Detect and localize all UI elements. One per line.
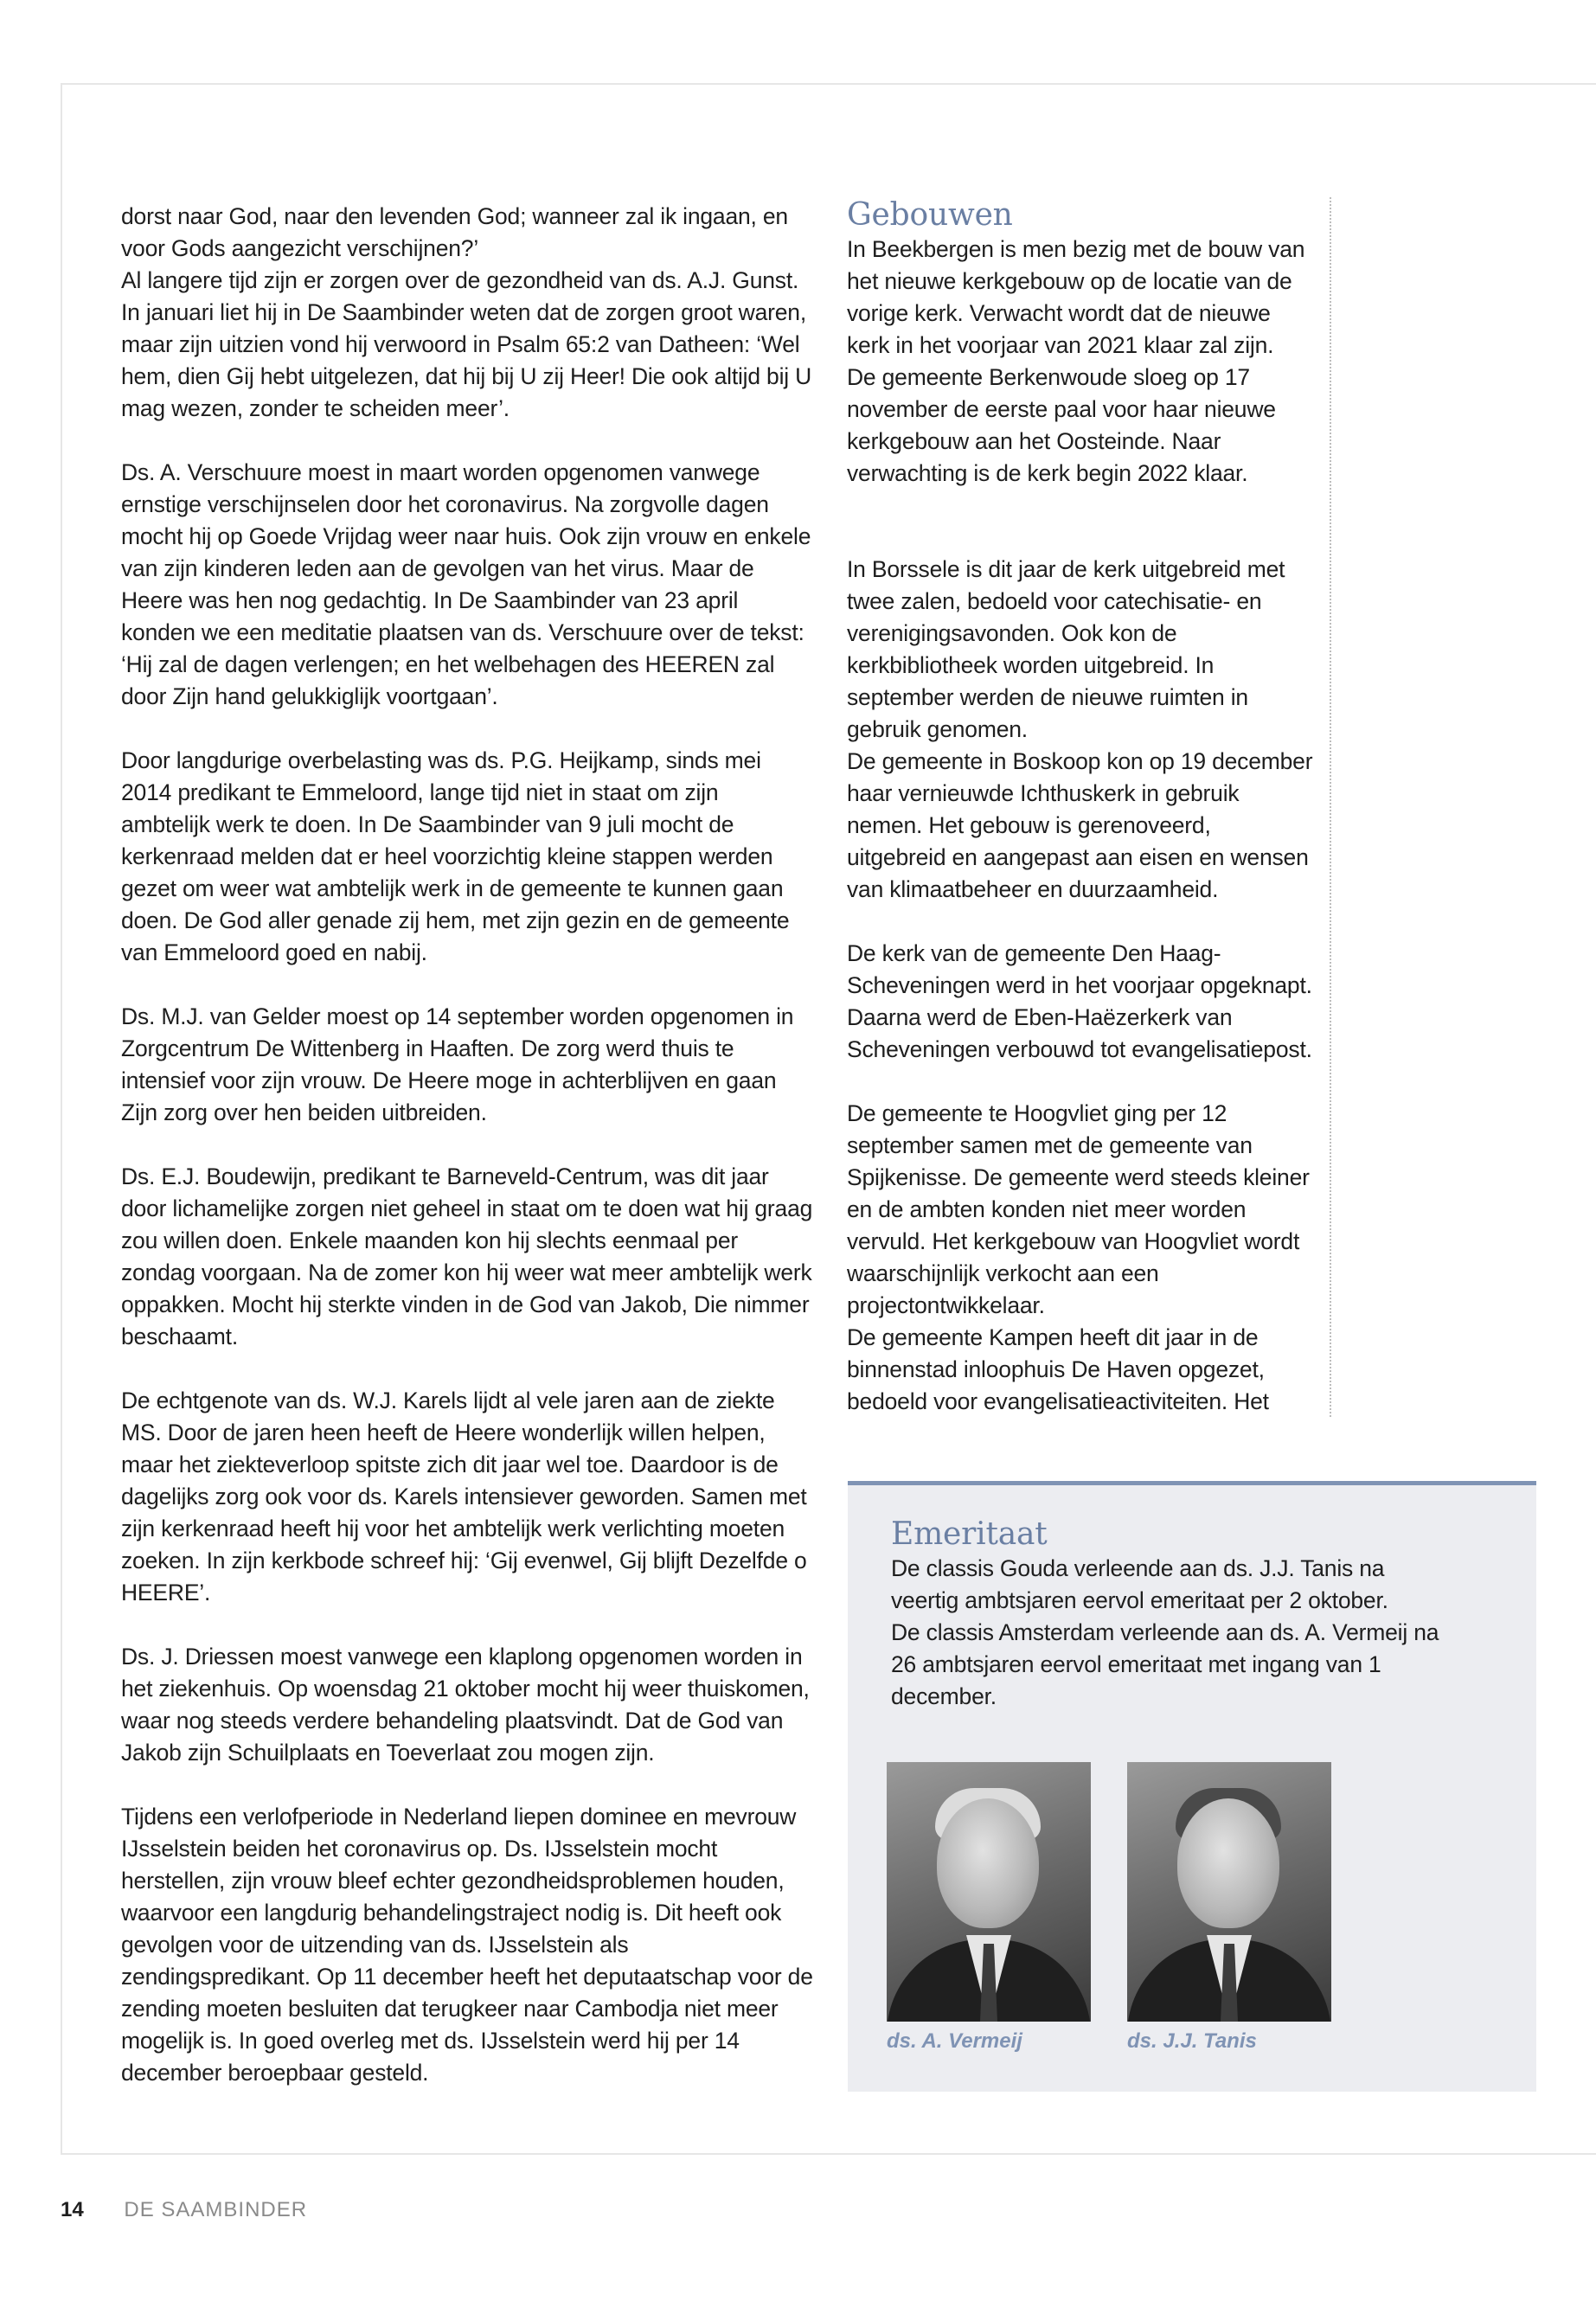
paragraph: Ds. E.J. Boudewijn, predikant te Barneveld-Centrum, was dit jaar door lichamelijke zorgen niet geheel in staat om te doen wat hij graag zou willen doen. Enkele maanden kon hij slechts eenmaal per zondag voorgaan. Na de zomer kon hij weer wat meer ambtelijk werk oppakken. Mocht hij sterkte vinden in de God van Jakob, Die nimmer beschaamt. <box>121 1163 813 1349</box>
portrait-photo-vermeij <box>887 1762 1091 2022</box>
photo-caption: ds. J.J. Tanis <box>1127 2029 1257 2053</box>
gebouwen-section <box>847 197 1314 1418</box>
page-footer <box>61 2197 307 2223</box>
paragraph: De echtgenote van ds. W.J. Karels lijdt al vele jaren aan de ziekte MS. Door de jaren heen heeft de Heere wonderlijk willen helpen, maar het ziekteverloop spitste zich dit jaar wel toe. Daardoor is de dagelijks zorg ook voor ds. Karels intensiever geworden. Samen met zijn kerkenraad heeft hij voor het ambtelijk werk verlichting moeten zoeken. In zijn kerkbode schreef hij: ‘Gij evenwel, Gij blijft Dezelfde o HEERE’. <box>121 1388 807 1606</box>
paragraph: De gemeente Berkenwoude sloeg op 17 november de eerste paal voor haar nieuwe kerkgebouw aan het Oosteinde. Naar verwachting is de kerk begin 2022 klaar. <box>847 364 1276 486</box>
section-heading-gebouwen: Gebouwen <box>847 197 1013 233</box>
paragraph: De gemeente te Hoogvliet ging per 12 september samen met de gemeente van Spijkenisse. De gemeente werd steeds kleiner en de ambten konden niet meer worden vervuld. Het kerkgebouw van Hoogvliet wordt waarschijnlijk verkocht aan een projectontwikkelaar. <box>847 1100 1310 1318</box>
paragraph: De classis Amsterdam verleende aan ds. A. Vermeij na 26 ambtsjaren eervol emeritaat met ingang van 1 december. <box>891 1619 1439 1709</box>
paragraph: dorst naar God, naar den levenden God; wanneer zal ik ingaan, en voor Gods aangezicht verschijnen?’ Al langere tijd zijn er zorgen over de gezondheid van ds. A.J. Gunst. In januari liet hij in De Saambinder weten dat de zorgen groot waren, maar zijn uitzien vond hij verwoord in Psalm 65:2 van Datheen: ‘Wel hem, dien Gij hebt uitgelezen, dat hij bij U zij Heer! Die ook altijd bij U mag wezen, zonder te scheiden meer’. <box>121 203 812 421</box>
paragraph: Tijdens een verlofperiode in Nederland liepen dominee en mevrouw IJsselstein beiden het coronavirus op. Ds. IJsselstein mocht herstellen, zijn vrouw bleef echter gezondheidsproblemen houden, waarvoor een langdurig behandelingstraject nodig is. Dit heeft ook gevolgen voor de uitzending van ds. IJsselstein als zendingspredikant. Op 11 december heeft het deputaatschap voor de zending moeten besluiten dat terugkeer naar Cambodja niet meer mogelijk is. In goed overleg met ds. IJsselstein werd hij per 14 december beroepbaar gesteld. <box>121 1804 813 2086</box>
portrait-photo-tanis <box>1127 1762 1331 2022</box>
paragraph: De gemeente Kampen heeft dit jaar in de binnenstad inloophuis De Haven opgezet, bedoeld voor evangelisatieactiviteiten. Het <box>847 1324 1269 1414</box>
paragraph: Ds. M.J. van Gelder moest op 14 september worden opgenomen in Zorgcentrum De Wittenberg in Haaften. De zorg werd thuis te intensief voor zijn vrouw. De Heere moge in achterblijven en gaan Zijn zorg over hen beiden uitbreiden. <box>121 1003 794 1125</box>
paragraph: De kerk van de gemeente Den Haag-Scheveningen werd in het voorjaar opgeknapt. Daarna werd de Eben-Haëzerkerk van Scheveningen verbouwd tot evangelisatiepost. <box>847 940 1312 1062</box>
emeritaat-text <box>891 1516 1445 1713</box>
section-heading-emeritaat: Emeritaat <box>891 1516 1048 1552</box>
publication-name: DE SAAMBINDER <box>124 2198 308 2221</box>
paragraph: De gemeente in Boskoop kon op 19 december haar vernieuwde Ichthuskerk in gebruik nemen. Het gebouw is gerenoveerd, uitgebreid en aangepast aan eisen en wensen van klimaatbeheer en duurzaamheid. <box>847 748 1313 902</box>
paragraph: In Borssele is dit jaar de kerk uitgebreid met twee zalen, bedoeld voor catechisatie- en verenigingsavonden. Ook kon de kerkbibliotheek worden uitgebreid. In september werden de nieuwe ruimten in gebruik genomen. <box>847 556 1285 742</box>
emeritaat-box <box>848 1481 1536 2092</box>
paragraph: Door langdurige overbelasting was ds. P.G. Heijkamp, sinds mei 2014 predikant te Emmeloord, lange tijd niet in staat om zijn ambtelijk werk te doen. In De Saambinder van 9 juli mocht de kerkenraad melden dat er heel voorzichtig kleine stappen werden gezet om weer wat ambtelijk werk in de gemeente te kunnen gaan doen. De God aller genade zij hem, met zijn gezin en de gemeente van Emmeloord goed en nabij. <box>121 747 790 965</box>
paragraph: De classis Gouda verleende aan ds. J.J. Tanis na veertig ambtsjaren eervol emeritaat per 2 oktober. <box>891 1555 1388 1613</box>
article-left-column <box>121 201 813 2121</box>
column-divider <box>1330 197 1331 1417</box>
page-number: 14 <box>61 2198 84 2221</box>
paragraph: Ds. J. Driessen moest vanwege een klaplong opgenomen worden in het ziekenhuis. Op woensdag 21 oktober mocht hij weer thuiskomen, waar nog steeds verdere behandeling plaatsvindt. Dat de God van Jakob zijn Schuilplaats en Toeverlaat zou mogen zijn. <box>121 1644 810 1766</box>
photo-caption: ds. A. Vermeij <box>887 2029 1022 2053</box>
paragraph: Ds. A. Verschuure moest in maart worden opgenomen vanwege ernstige verschijnselen door het coronavirus. Na zorgvolle dagen mocht hij op Goede Vrijdag weer naar huis. Ook zijn vrouw en enkele van zijn kinderen leden aan de gevolgen van het virus. Maar de Heere was hen nog gedachtig. In De Saambinder van 23 april konden we een meditatie plaatsen van ds. Verschuure over de tekst: ‘Hij zal de dagen verlengen; en het welbehagen des HEEREN zal door Zijn hand gelukkiglijk voortgaan’. <box>121 459 811 709</box>
paragraph: In Beekbergen is men bezig met de bouw van het nieuwe kerkgebouw op de locatie van de vorige kerk. Verwacht wordt dat de nieuwe kerk in het voorjaar van 2021 klaar zal zijn. <box>847 236 1305 358</box>
